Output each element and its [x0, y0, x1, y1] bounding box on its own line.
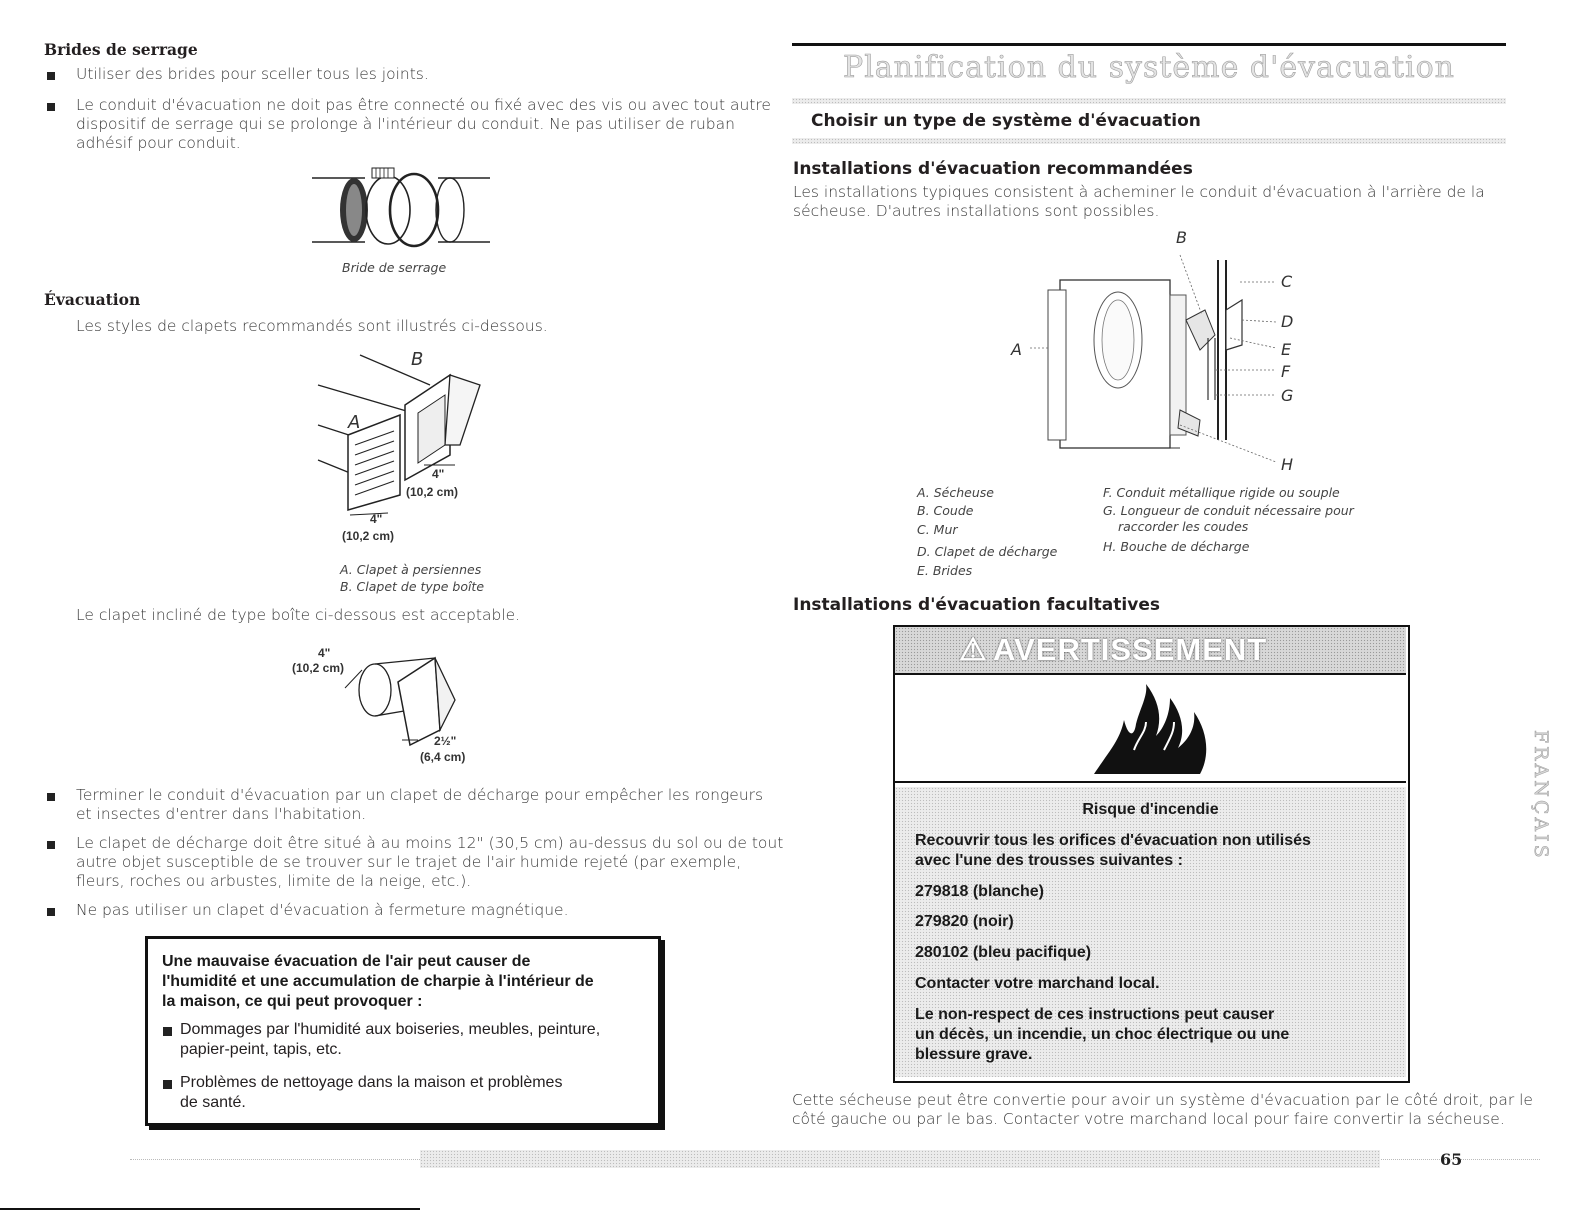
warning-symbol-icon: ⚠ [959, 632, 988, 667]
box-item-2-line-2: de santé. [180, 1094, 246, 1111]
footer-band [420, 1150, 1380, 1168]
consequence-line-3: blessure grave. [915, 1046, 1033, 1063]
legend-g-line-2: raccorder les coudes [1118, 519, 1249, 534]
recommended-heading: Installations d'évacuation recommandées [793, 159, 1193, 179]
box-item-1-line-1: Dommages par l'humidité aux boiseries, meubles, peinture, [180, 1021, 601, 1038]
evac-bullet-2-line-3: fleurs, roches ou arbustes, limite de la neige, etc.). [76, 872, 472, 890]
consequence-line-2: un décès, un incendie, un choc électrique ou une [915, 1026, 1290, 1043]
angled-dim-cm: (10,2 cm) [292, 661, 345, 675]
legend-g-line-1: G. Longueur de conduit nécessaire pour [1103, 503, 1354, 518]
title-rule [792, 43, 1506, 46]
page-title: Planification du système d'évacuation [843, 50, 1455, 85]
angled-small-in: 2½" [434, 734, 457, 748]
box-line-2: l'humidité et une accumulation de charpie à l'intérieur de [162, 973, 594, 990]
diagram-label-b: B [1176, 228, 1187, 247]
vent-dim2-cm: (10,2 cm) [342, 529, 395, 543]
bullet [47, 72, 55, 80]
evac-bullet-1-line-1: Terminer le conduit d'évacuation par un clapet de décharge pour empêcher les rongeurs [76, 786, 764, 804]
fire-icon [1090, 680, 1218, 780]
bullet [47, 103, 55, 111]
evac-bullet-3: Ne pas utiliser un clapet d'évacuation à fermeture magnétique. [76, 901, 569, 919]
clamp-caption: Bride de serrage [342, 260, 447, 275]
icon-rule [895, 781, 1406, 783]
vent-dim2-in: 4" [370, 512, 383, 526]
diagram-label-a: A [1011, 340, 1022, 359]
angled-vent-text: Le clapet incliné de type boîte ci-dessous est acceptable. [76, 606, 521, 624]
legend-a: A. Sécheuse [917, 485, 994, 500]
bullet [47, 841, 55, 849]
recommended-text-1: Les installations typiques consistent à acheminer le conduit d'évacuation à l'arrière de la [793, 183, 1485, 201]
bullet [47, 793, 55, 801]
legend-c: C. Mur [917, 522, 958, 537]
side-tab-language: FRANÇAIS [1530, 730, 1552, 861]
page-bottom-rule [0, 1208, 420, 1210]
vent-dim1-cm: (10,2 cm) [406, 485, 459, 499]
legend-f: F. Conduit métallique rigide ou souple [1103, 485, 1340, 500]
vent-styles-illustration [310, 345, 510, 545]
diagram-label-e: E [1281, 340, 1292, 359]
brides-bullet-2-line-2: dispositif de serrage qui se prolonge à l'intérieur du conduit. Ne pas utiliser de ruban [76, 115, 735, 133]
vent-label-b: B [411, 349, 424, 370]
page-number: 65 [1440, 1150, 1463, 1169]
diagram-label-g: G [1281, 386, 1294, 405]
diagram-label-c: C [1281, 272, 1293, 291]
legend-b: B. Coude [917, 503, 974, 518]
box-item-2-line-1: Problèmes de nettoyage dans la maison et problèmes [180, 1074, 563, 1091]
banner-rule [895, 673, 1406, 675]
vent-label-a: A [348, 412, 361, 433]
brides-bullet-1: Utiliser des brides pour sceller tous les joints. [76, 65, 429, 83]
clamp-illustration [310, 160, 495, 250]
subhead: Choisir un type de système d'évacuation [811, 111, 1201, 131]
legend-h: H. Bouche de décharge [1103, 539, 1250, 554]
optional-heading: Installations d'évacuation facultatives [793, 595, 1160, 615]
recommended-text-2: sécheuse. D'autres installations sont possibles. [793, 202, 1160, 220]
vent-caption-a: A. Clapet à persiennes [340, 562, 482, 577]
evacuation-intro: Les styles de clapets recommandés sont illustrés ci-dessous. [76, 317, 548, 335]
consequence-line-1: Le non-respect de ces instructions peut causer [915, 1006, 1275, 1023]
box-bullet [163, 1027, 172, 1036]
brides-bullet-2-line-3: adhésif pour conduit. [76, 134, 241, 152]
subhead-shade-band [792, 138, 1506, 144]
evac-bullet-1-line-2: et insectes d'entrer dans l'habitation. [76, 805, 367, 823]
box-bullet [163, 1080, 172, 1089]
legend-d: D. Clapet de décharge [917, 544, 1058, 559]
warning-banner-text: AVERTISSEMENT [993, 632, 1268, 667]
dryer-installation-diagram [1030, 240, 1310, 480]
box-line-1: Une mauvaise évacuation de l'air peut causer de [162, 953, 531, 970]
evac-bullet-2-line-2: autre objet susceptible de se trouver sur le trajet de l'air humide rejeté (par exemple, [76, 853, 742, 871]
closing-line-2: côté gauche ou par le bas. Contacter votre marchand local pour faire convertir la sécheuse. [792, 1110, 1505, 1128]
kit-2: 279820 (noir) [915, 913, 1014, 930]
angled-dim-in: 4" [318, 646, 331, 660]
diagram-label-d: D [1281, 312, 1294, 331]
legend-e: E. Brides [917, 563, 973, 578]
vent-caption-b: B. Clapet de type boîte [340, 579, 485, 594]
warning-line-1: Recouvrir tous les orifices d'évacuation non utilisés [915, 832, 1311, 849]
diagram-label-f: F [1281, 362, 1291, 381]
closing-line-1: Cette sécheuse peut être convertie pour avoir un système d'évacuation par le côté droit, par le [792, 1091, 1533, 1109]
diagram-label-h: H [1281, 455, 1294, 474]
kit-3: 280102 (bleu pacifique) [915, 944, 1092, 961]
risk-title: Risque d'incendie [1082, 801, 1219, 818]
evac-bullet-2-line-1: Le clapet de décharge doit être situé à au moins 12" (30,5 cm) au-dessus du sol ou de tout [76, 834, 784, 852]
kit-1: 279818 (blanche) [915, 883, 1044, 900]
brides-bullet-2-line-1: Le conduit d'évacuation ne doit pas être connecté ou fixé avec des vis ou avec tout autre [76, 96, 771, 114]
brides-heading: Brides de serrage [44, 40, 198, 59]
bullet [47, 908, 55, 916]
warning-line-2: avec l'une des trousses suivantes : [915, 852, 1183, 869]
box-line-3: la maison, ce qui peut provoquer : [162, 993, 423, 1010]
box-item-1-line-2: papier-peint, tapis, etc. [180, 1041, 342, 1058]
vent-dim1-in: 4" [432, 467, 445, 481]
evacuation-heading: Évacuation [44, 290, 141, 309]
warning-contact: Contacter votre marchand local. [915, 975, 1160, 992]
angled-small-cm: (6,4 cm) [420, 750, 466, 764]
